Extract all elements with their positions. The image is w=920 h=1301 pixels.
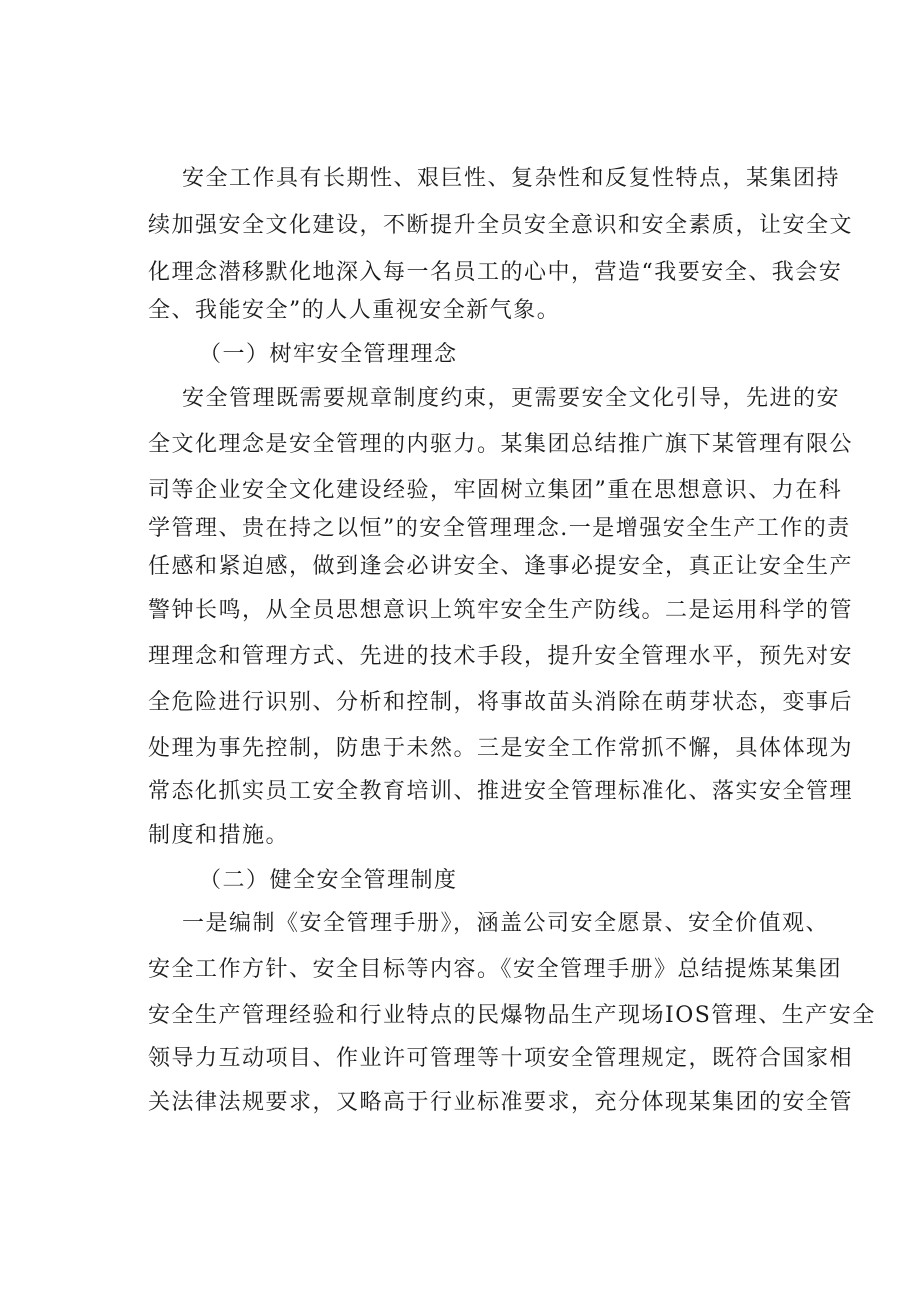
paragraph-1-line-2: 续加强安全文化建设，不断提升全员安全意识和安全素质，让安全文 (148, 213, 854, 238)
paragraph-2-line-7: 理理念和管理方式、先进的技术手段，提升安全管理水平，预先对安 (148, 644, 854, 669)
paragraph-3-line-4: 领导力互动项目、作业许可管理等十项安全管理规定，既符合国家相 (148, 1046, 854, 1071)
paragraph-3-line-5: 关法律法规要求，又略高于行业标准要求，充分体现某集团的安全管 (148, 1090, 854, 1115)
paragraph-2-line-2: 全文化理念是安全管理的内驱力。某集团总结推广旗下某管理有限公 (148, 432, 854, 457)
paragraph-2-line-1: 安全管理既需要规章制度约束，更需要安全文化引导，先进的安 (148, 386, 840, 411)
paragraph-3-line-1: 一是编制《安全管理手册》，涵盖公司安全愿景、安全价值观、 (148, 911, 829, 936)
paragraph-2-line-3: 司等企业安全文化建设经验，牢固树立集团”重在思想意识、力在科 (148, 478, 843, 503)
paragraph-3-line-2: 安全工作方针、安全目标等内容。《安全管理手册》总结提炼某集团 (148, 957, 843, 982)
paragraph-2-line-11: 制度和措施。 (148, 823, 290, 848)
paragraph-2-line-9: 处理为事先控制，防患于未然。三是安全工作常抓不懈，具体体现为 (148, 736, 854, 761)
section-heading-1: （一）树牢安全管理理念 (148, 342, 458, 367)
paragraph-2-line-5: 任感和紧迫感，做到逢会必讲安全、逢事必提安全，真正让安全生产 (148, 554, 854, 579)
paragraph-2-line-10: 常态化抓实员工安全教育培训、推进安全管理标准化、落实安全管理 (148, 779, 854, 804)
paragraph-1-line-4: 全、我能安全”的人人重视安全新气象。 (148, 298, 561, 323)
paragraph-3-line-3: 安全生产管理经验和行业特点的民爆物品生产现场IOS管理、生产安全 (148, 1003, 876, 1028)
paragraph-2-line-6: 警钟长鸣，从全员思想意识上筑牢安全生产防线。二是运用科学的管 (148, 598, 854, 623)
section-heading-2: （二）健全安全管理制度 (148, 868, 458, 893)
paragraph-2-line-8: 全危险进行识别、分析和控制，将事故苗头消除在萌芽状态，变事后 (148, 690, 854, 715)
paragraph-1-line-3: 化理念潜移默化地深入每一名员工的心中，营造“我要安全、我会安 (148, 260, 843, 285)
paragraph-1-line-1: 安全工作具有长期性、艰巨性、复杂性和反复性特点，某集团持 (148, 166, 840, 191)
paragraph-2-line-4: 学管理、贵在持之以恒”的安全管理理念.一是增强安全生产工作的责 (148, 516, 851, 541)
